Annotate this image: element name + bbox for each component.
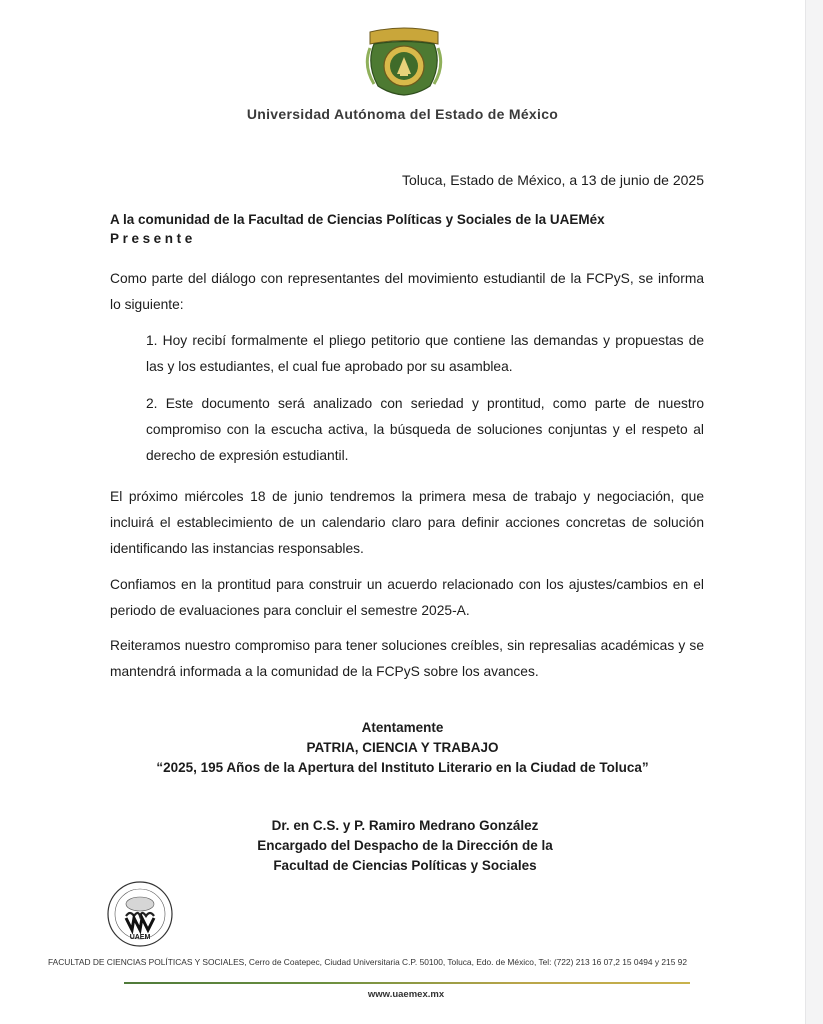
list-item: 2. Este documento será analizado con seriedad y prontitud, como parte de nuestro compromiso con la escucha activa, la búsqueda de soluciones conjuntas y el respeto al derecho de expresión estudiantil. [146, 396, 704, 463]
body-paragraph: El próximo miércoles 18 de junio tendremos la primera mesa de trabajo y negociación, que incluirá el establecimiento de un calendario claro para definir acciones concretas de solución identificando las instancias responsables. [110, 489, 704, 556]
signatory-role: Encargado del Despacho de la Dirección de la [257, 838, 553, 853]
page-edge [805, 0, 823, 1024]
signatory-faculty: Facultad de Ciencias Políticas y Sociales [273, 858, 537, 873]
letter-salutation: Presente [110, 231, 196, 246]
closing-regards: Atentamente [361, 720, 444, 735]
footer-website: www.uaemex.mx [367, 989, 445, 1000]
footer-address: FACULTAD DE CIENCIAS POLÍTICAS Y SOCIALES, Cerro de Coatepec, Ciudad Universitaria C.P. 50100, Toluca, Edo. de México, Tel: (722) 213 16 07,2 15 0494 y 215 92 [48, 957, 687, 967]
university-crest-icon [364, 24, 444, 98]
footer-divider [124, 982, 690, 984]
university-name: Universidad Autónoma del Estado de México [246, 106, 559, 122]
intro-paragraph: Como parte del diálogo con representantes del movimiento estudiantil de la FCPyS, se informa lo siguiente: [110, 271, 704, 312]
letter-addressee: A la comunidad de la Facultad de Ciencias Políticas y Sociales de la UAEMéx [110, 212, 605, 227]
list-item: 1. Hoy recibí formalmente el pliego petitorio que contiene las demandas y propuestas de las y los estudiantes, el cual fue aprobado por su asamblea. [146, 333, 704, 374]
body-paragraph: Reiteramos nuestro compromiso para tener soluciones creíbles, sin represalias académicas y se mantendrá informada a la comunidad de la FCPyS sobre los avances. [110, 638, 704, 679]
closing-year-motto: “2025, 195 Años de la Apertura del Instituto Literario en la Ciudad de Toluca” [156, 760, 649, 775]
body-paragraph: Confiamos en la prontitud para construir un acuerdo relacionado con los ajustes/cambios en el periodo de evaluaciones para concluir el semestre 2025-A. [110, 577, 704, 618]
closing-motto: PATRIA, CIENCIA Y TRABAJO [306, 740, 499, 755]
faculty-seal-icon [106, 880, 174, 948]
seal-label: UAEM [129, 934, 151, 941]
signatory-name: Dr. en C.S. y P. Ramiro Medrano González [271, 818, 539, 833]
letter-date: Toluca, Estado de México, a 13 de junio de 2025 [402, 172, 704, 188]
